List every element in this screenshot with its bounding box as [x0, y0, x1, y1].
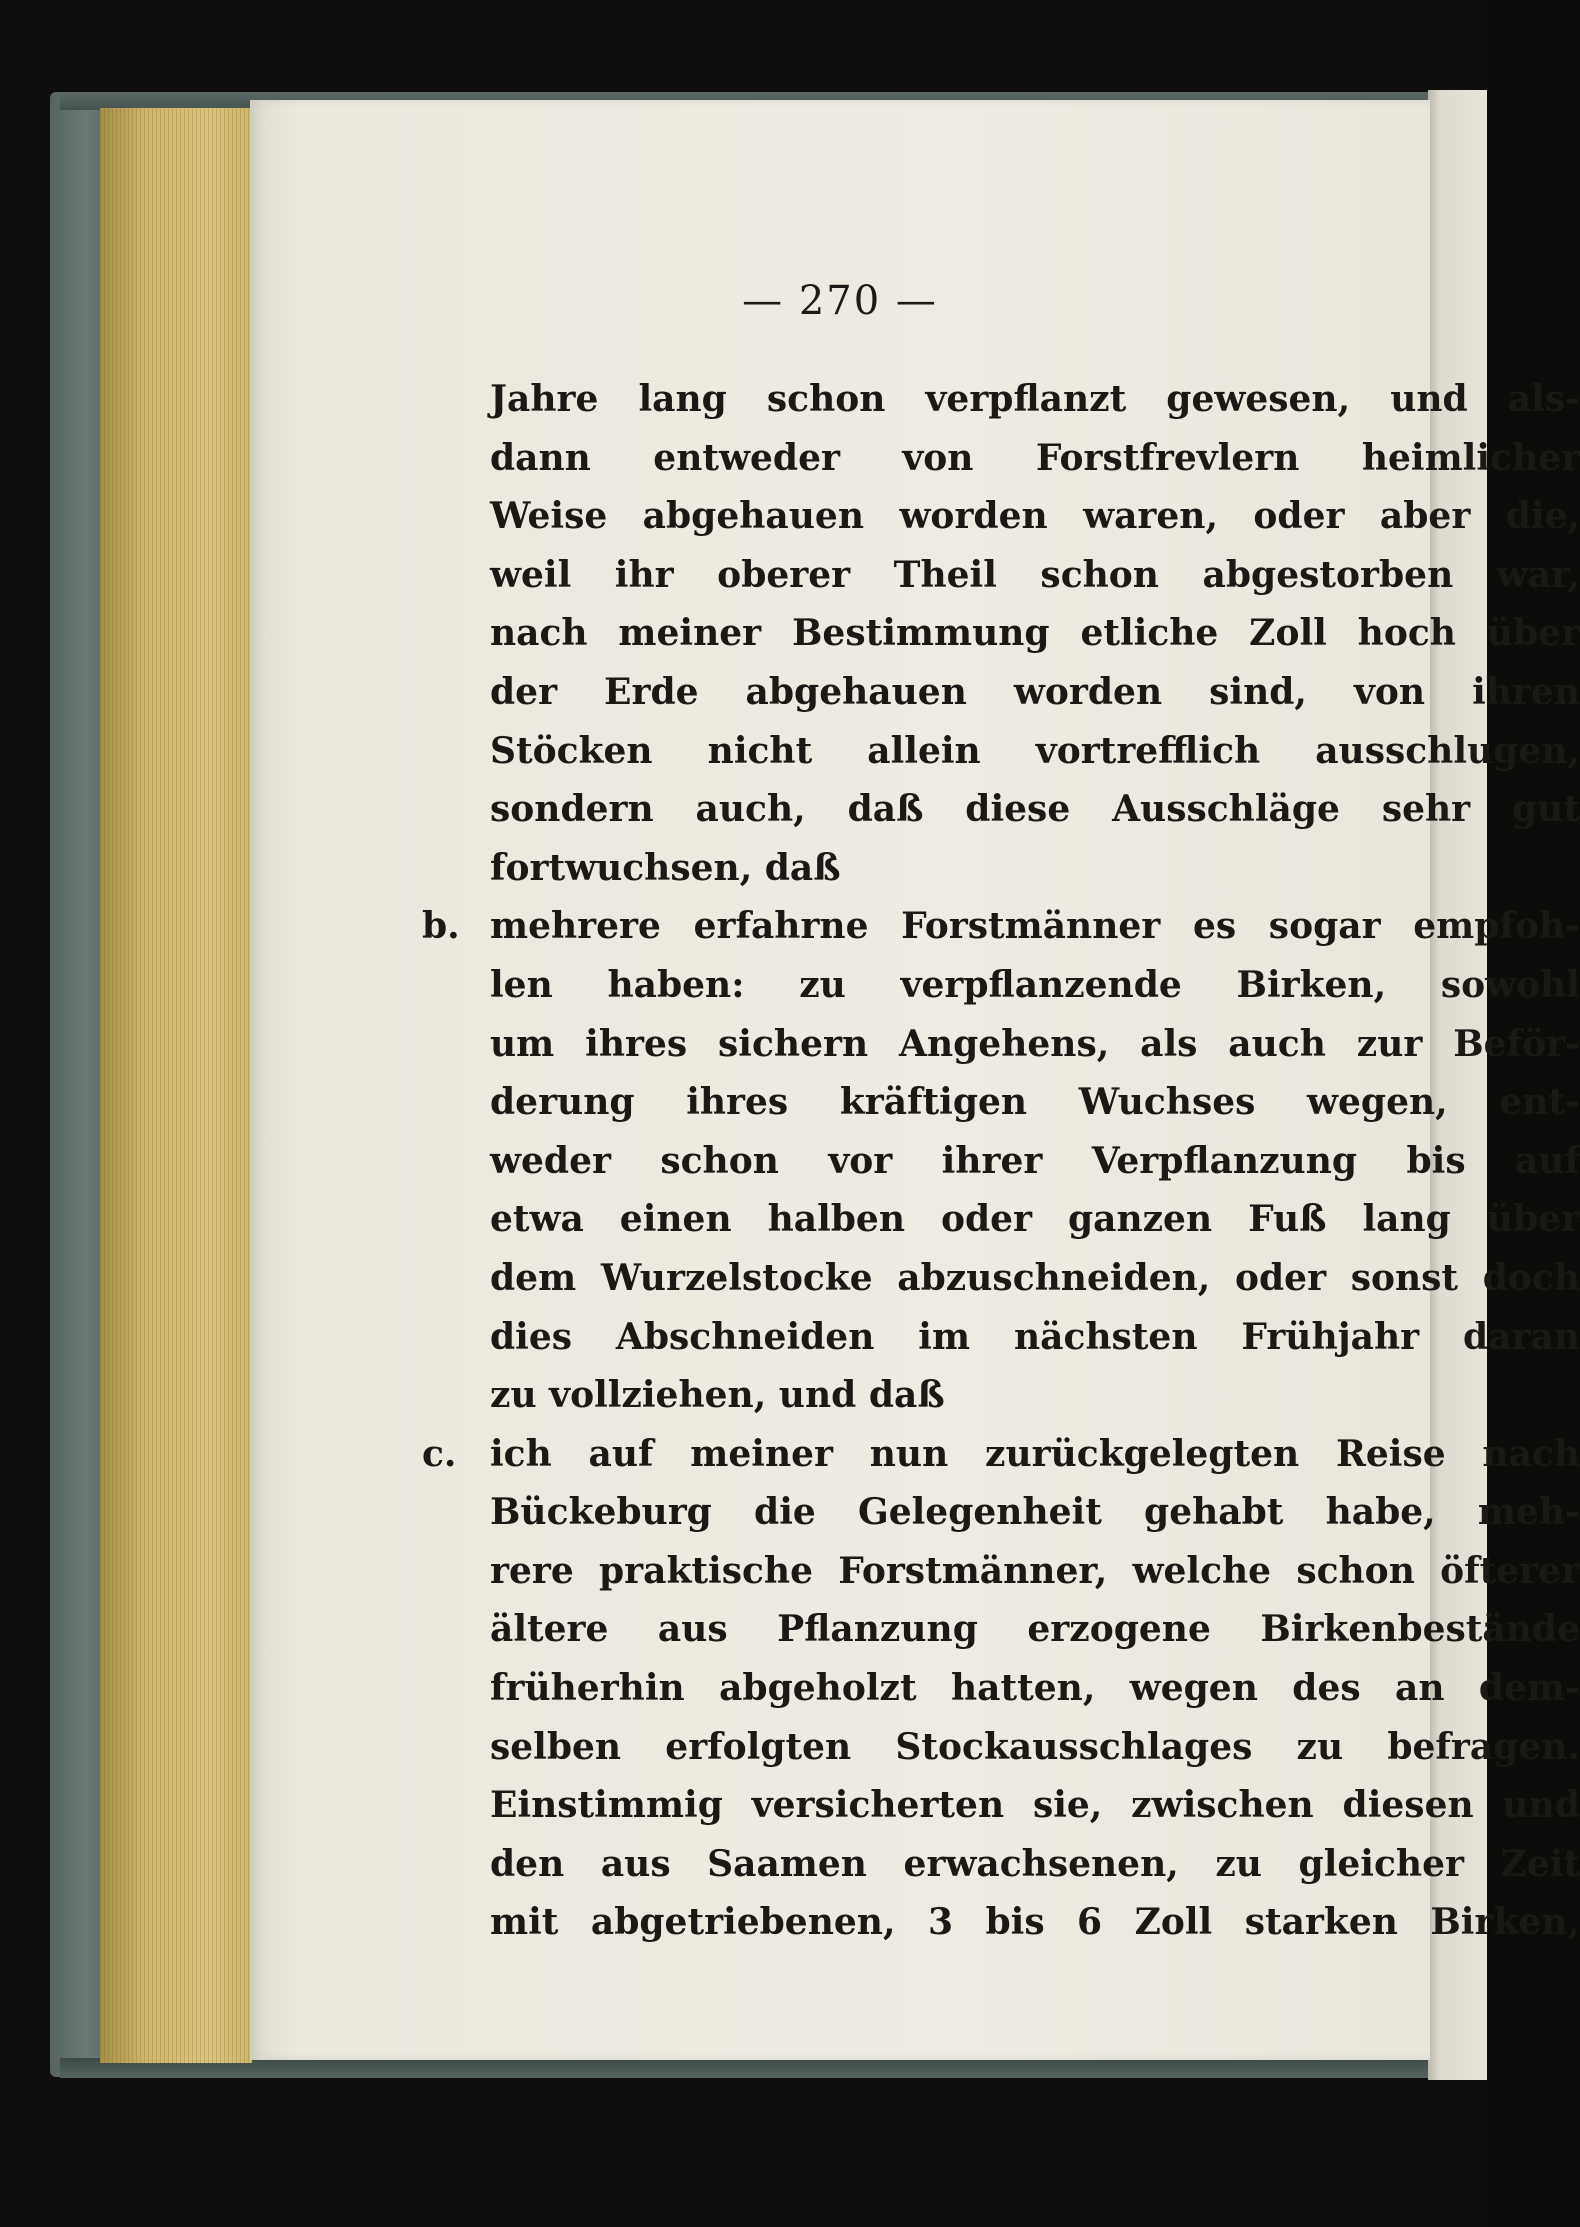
text-line: [490, 1015, 1580, 1074]
text-line: [490, 1893, 1580, 1952]
line-text: len haben: zu verpflanzende Birken, sowohl: [490, 963, 1580, 1006]
text-line: [490, 1776, 1580, 1835]
line-text: um ihres sichern Angehens, als auch zur Beför-: [490, 1022, 1580, 1065]
line-text: selben erfolgten Stockausschlages zu befragen.: [490, 1725, 1580, 1768]
book-cover-bottom-edge: [60, 2058, 1440, 2078]
text-line: [490, 839, 1580, 898]
line-text: rere praktische Forstmänner, welche schon öfterer: [490, 1549, 1580, 1592]
line-text: derung ihres kräftigen Wuchses wegen, ent-: [490, 1081, 1580, 1124]
line-text: dem Wurzelstocke abzuschneiden, oder sonst doch: [490, 1256, 1580, 1299]
text-line: [422, 1425, 1580, 1484]
line-text: Bückeburg die Gelegenheit gehabt habe, meh-: [490, 1491, 1580, 1534]
list-marker: b.: [422, 905, 460, 948]
line-text: weder schon vor ihrer Verpflanzung bis auf: [490, 1139, 1580, 1182]
line-text: weil ihr oberer Theil schon abgestorben war,: [490, 553, 1580, 596]
line-text: Jahre lang schon verpflanzt gewesen, und als-: [490, 378, 1580, 420]
text-line: [490, 1718, 1580, 1777]
line-text: Stöcken nicht allein vortrefflich ausschlugen,: [490, 729, 1580, 772]
book-page: [250, 100, 1580, 2060]
line-text: den aus Saamen erwachsenen, zu gleicher Zeit: [490, 1842, 1580, 1885]
text-line: [490, 1483, 1580, 1542]
text-line: [490, 780, 1580, 839]
text-line: [490, 663, 1580, 722]
list-marker: c.: [422, 1432, 457, 1475]
line-text: ältere aus Pflanzung erzogene Birkenbestände: [490, 1608, 1580, 1651]
text-line: [490, 546, 1580, 605]
line-text: sondern auch, daß diese Ausschläge sehr gut: [490, 788, 1580, 831]
line-text: etwa einen halben oder ganzen Fuß lang über: [490, 1198, 1580, 1241]
line-text: dies Abschneiden im nächsten Frühjahr daran: [490, 1315, 1580, 1358]
text-line: [490, 1073, 1580, 1132]
text-line: [490, 1600, 1580, 1659]
line-text: mehrere erfahrne Forstmänner es sogar empfoh-: [490, 905, 1580, 948]
page-number: — 270 —: [742, 278, 938, 324]
text-line: [490, 604, 1580, 663]
text-line: [490, 1659, 1580, 1718]
page-stack-edges: [100, 108, 252, 2063]
text-line: [490, 1366, 1580, 1425]
line-text: Einstimmig versicherten sie, zwischen diesen und: [490, 1784, 1580, 1827]
text-line: [490, 1835, 1580, 1894]
line-text: früherhin abgeholzt hatten, wegen des an dem-: [490, 1667, 1580, 1710]
line-text: mit abgetriebenen, 3 bis 6 Zoll starken Birken,: [490, 1901, 1580, 1944]
text-line: [490, 487, 1580, 546]
page-text: [422, 370, 1580, 1952]
text-line: [490, 1542, 1580, 1601]
line-text: nach meiner Bestimmung etliche Zoll hoch über: [490, 612, 1580, 655]
text-line: [422, 897, 1580, 956]
text-line: [490, 956, 1580, 1015]
line-text: der Erde abgehauen worden sind, von ihren: [490, 670, 1580, 713]
line-text: fortwuchsen, daß: [490, 846, 841, 889]
text-line: [490, 1190, 1580, 1249]
text-line: [490, 370, 1580, 429]
line-text: Weise abgehauen worden waren, oder aber die,: [490, 495, 1580, 538]
text-line: [490, 429, 1580, 488]
text-line: [490, 1249, 1580, 1308]
text-line: [490, 1308, 1580, 1367]
line-text: dann entweder von Forstfrevlern heimlicher: [490, 436, 1580, 479]
line-text: ich auf meiner nun zurückgelegten Reise nach: [490, 1432, 1580, 1475]
line-text: zu vollziehen, und daß: [490, 1374, 945, 1417]
text-line: [490, 722, 1580, 781]
text-line: [490, 1132, 1580, 1191]
